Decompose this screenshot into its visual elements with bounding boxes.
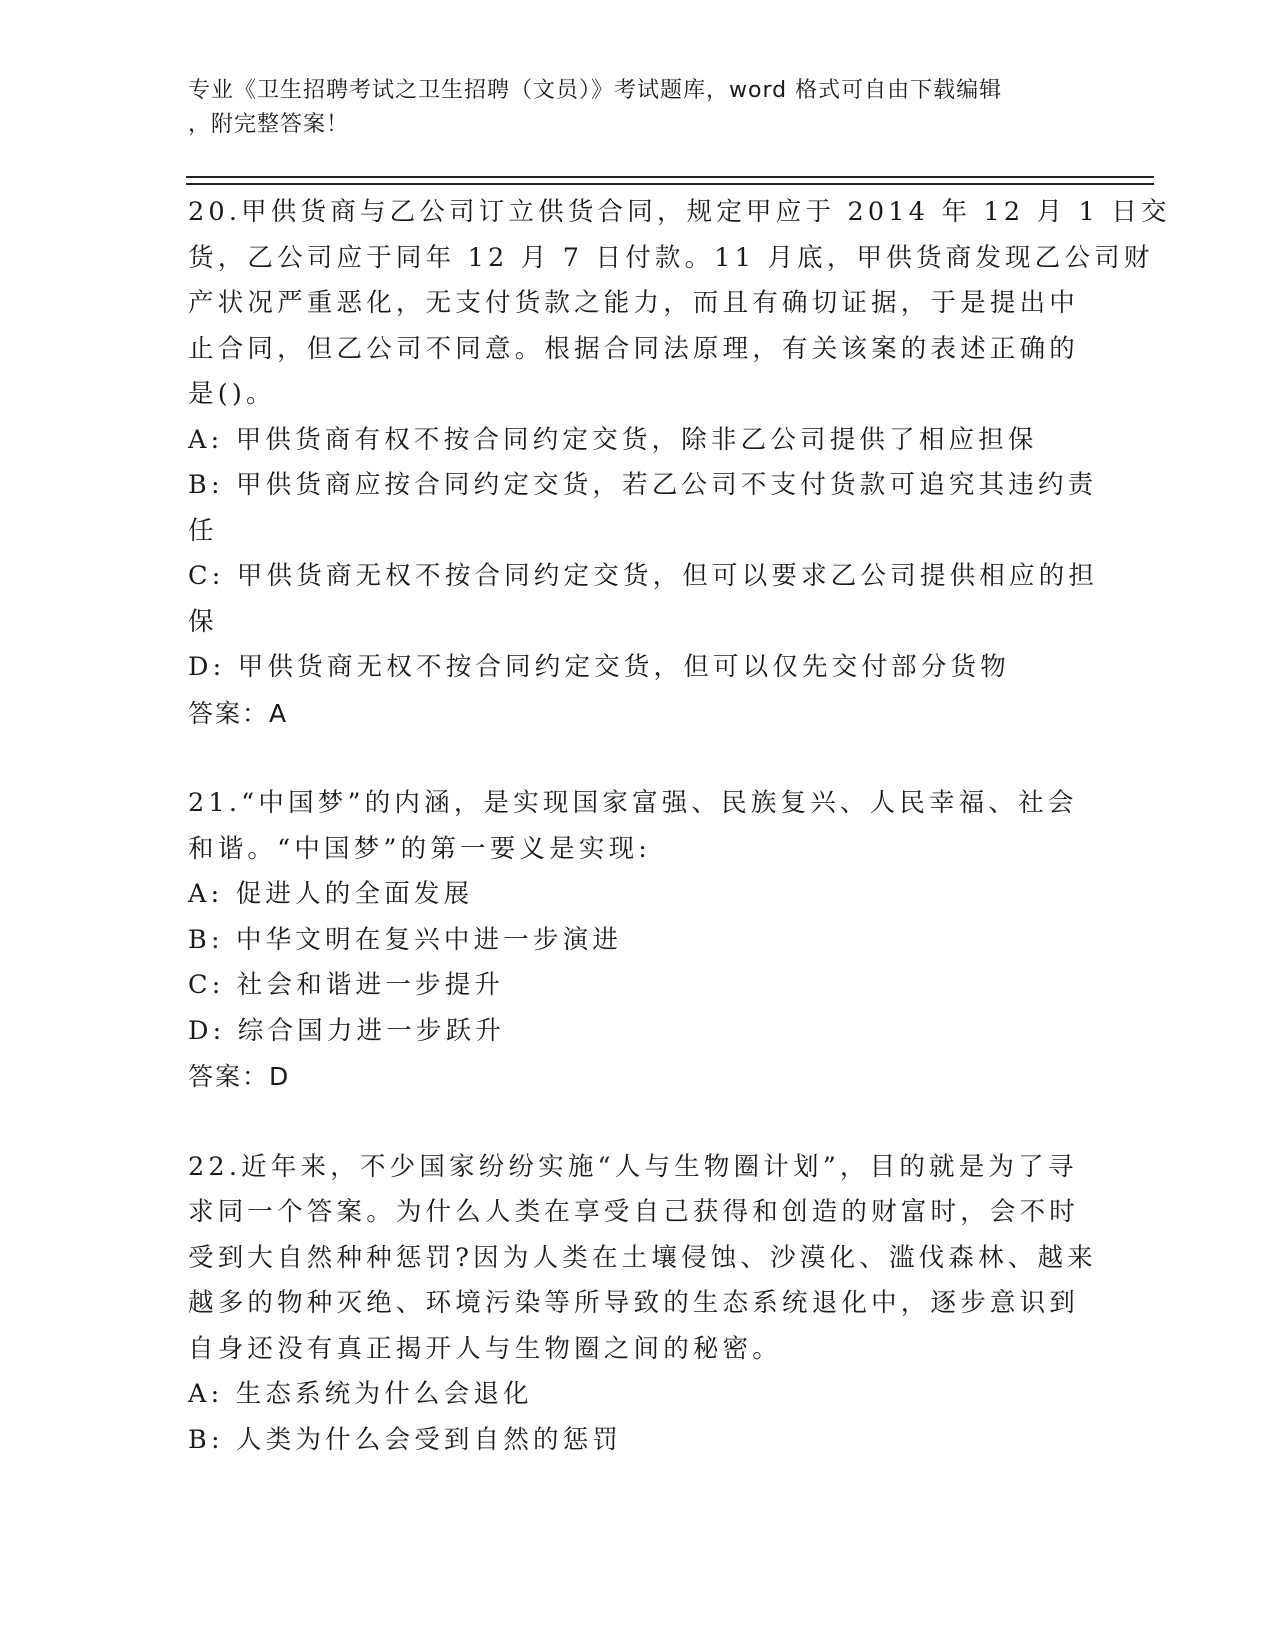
stem-line: 是()。 (188, 379, 276, 409)
option-a (188, 872, 1078, 918)
question-stem (188, 190, 1171, 418)
question-20 (188, 190, 1171, 736)
header-line: 专业《卫生招聘考试之卫生招聘（文员）》考试题库，word 格式可自由下载编辑 (188, 78, 1003, 103)
option-line: B: 中华文明在复兴中进一步演进 (188, 924, 623, 955)
option-line: D: 综合国力进一步跃升 (188, 1015, 506, 1046)
header-divider (186, 176, 1154, 178)
header-line: ，附完整答案！ (188, 112, 350, 137)
stem-line: 止合同，但乙公司不同意。根据合同法原理，有关该案的表述正确的 (188, 333, 1080, 364)
stem-line: 自身还没有真正揭开人与生物圈之间的秘密。 (188, 1333, 783, 1364)
question-list (188, 190, 1171, 1463)
stem-line: 越多的物种灭绝、环境污染等所导致的生态系统退化中，逐步意识到 (188, 1288, 1080, 1318)
header-divider (186, 183, 1154, 185)
document-header (188, 74, 1068, 142)
option-line: B: 人类为什么会受到自然的惩罚 (188, 1424, 623, 1455)
question-22 (188, 1145, 1097, 1464)
option-line: C: 甲供货商无权不按合同约定交货，但可以要求乙公司提供相应的担 (188, 561, 1099, 591)
option-b (188, 918, 1078, 964)
stem-line: 21.“中国梦”的内涵，是实现国家富强、民族复兴、人民幸福、社会 (188, 788, 1078, 818)
option-line: D: 甲供货商无权不按合同约定交货，但可以仅先交付部分货物 (188, 652, 1010, 682)
option-d (188, 645, 1078, 691)
option-a (188, 418, 1078, 464)
answer-label: 答案：D (188, 1062, 291, 1091)
option-line: 任 (188, 515, 218, 546)
option-line: A: 甲供货商有权不按合同约定交货，除非乙公司提供了相应担保 (188, 424, 1038, 455)
option-c (188, 963, 1078, 1009)
option-line: C: 社会和谐进一步提升 (188, 970, 505, 1000)
stem-line: 和谐。“中国梦”的第一要义是实现: (188, 833, 652, 864)
option-line: A: 促进人的全面发展 (188, 879, 474, 909)
stem-line: 受到大自然种种惩罚?因为人类在土壤侵蚀、沙漠化、滥伐森林、越来 (188, 1242, 1097, 1273)
question-stem (188, 781, 1078, 872)
option-c (188, 554, 1099, 645)
option-line: B: 甲供货商应按合同约定交货，若乙公司不支付货款可追究其违约责 (188, 470, 1098, 500)
option-b (188, 1418, 1078, 1464)
question-stem (188, 1145, 1097, 1373)
stem-line: 20.甲供货商与乙公司订立供货合同，规定甲应于 2014 年 12 月 1 日交 (188, 197, 1171, 227)
stem-line: 货，乙公司应于同年 12 月 7 日付款。11 月底，甲供货商发现乙公司财 (188, 242, 1154, 273)
option-d (188, 1009, 1078, 1055)
option-b (188, 463, 1098, 554)
stem-line: 22.近年来，不少国家纷纷实施“人与生物圈计划”，目的就是为了寻 (188, 1151, 1078, 1182)
answer-label: 答案：A (188, 698, 289, 728)
stem-line: 求同一个答案。为什么人类在享受自己获得和创造的财富时，会不时 (188, 1197, 1080, 1227)
stem-line: 产状况严重恶化，无支付货款之能力，而且有确切证据，于是提出中 (188, 288, 1080, 318)
option-line: A: 生态系统为什么会退化 (188, 1379, 533, 1409)
option-a (188, 1372, 1078, 1418)
option-line: 保 (188, 606, 218, 637)
question-21 (188, 781, 1078, 1100)
